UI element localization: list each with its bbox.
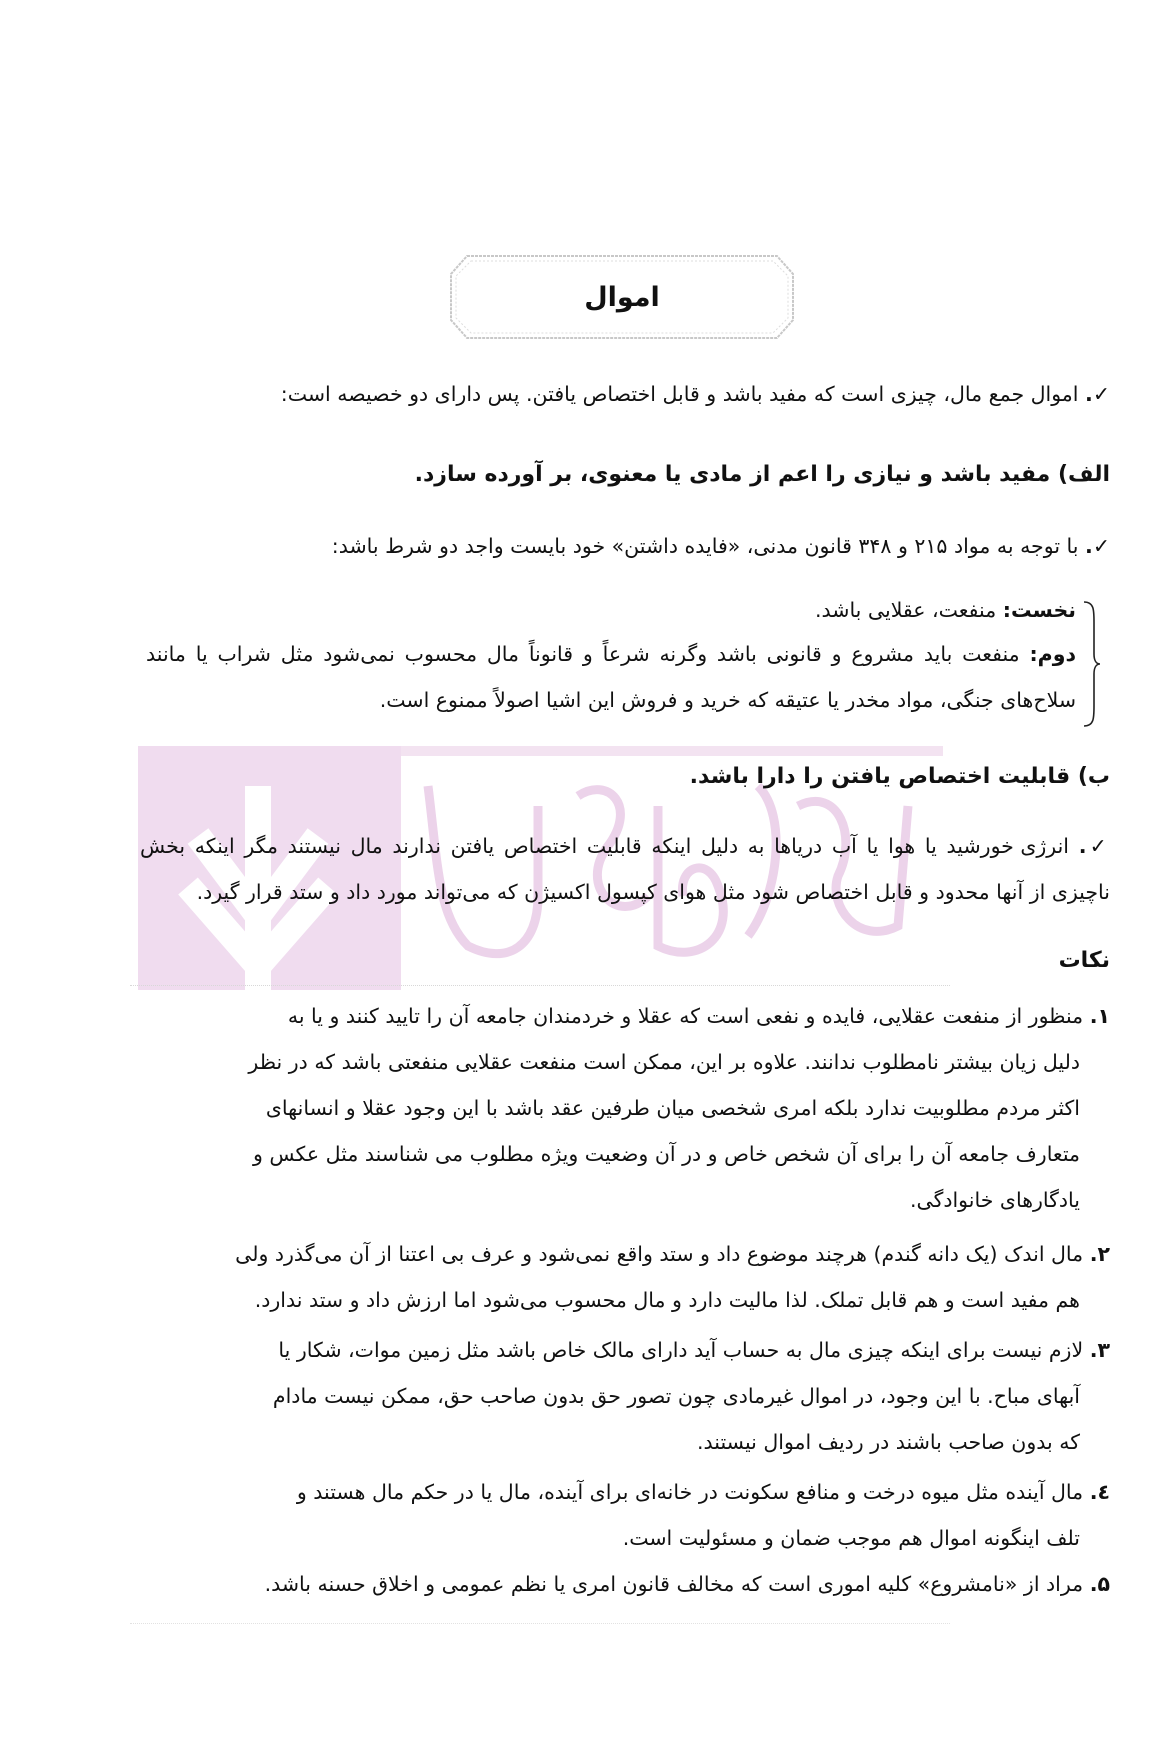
notes-heading: نکات (1058, 948, 1110, 973)
note-number: ٤. (1089, 1480, 1110, 1504)
divider (130, 1623, 950, 1624)
section-b-line-2: ناچیزی از آنها محدود و قابل اختصاص شود مثل هوای کپسول اکسیژن که می‌تواند مورد داد و ستد قرار گیرد. (196, 880, 1110, 904)
section-b-heading: ب) قابلیت اختصاص یافتن را دارا باشد. (689, 764, 1110, 789)
brace-icon (1080, 600, 1102, 728)
condition-first-label: نخست: (1002, 598, 1076, 622)
section-a-intro: با توجه به مواد ۲۱۵ و ۳۴۸ قانون مدنی، «فایده داشتن» خود بایست واجد دو شرط باشد: (331, 534, 1079, 558)
note-line: اکثر مردم مطلوبیت ندارد بلکه امری شخصی میان طرفین عقد باشد با این وجود عقلا و انسانهای (265, 1096, 1080, 1120)
condition-first (815, 600, 1076, 621)
title-box (447, 252, 797, 342)
section-a-heading: الف) مفید باشد و نیازی را اعم از مادی یا معنوی، بر آورده سازد. (414, 462, 1110, 487)
condition-second (146, 644, 1076, 665)
condition-second-continuation: سلاح‌های جنگی، مواد مخدر یا عتیقه که خرید و فروش این اشیا اصولاً ممنوع است. (379, 688, 1076, 712)
note-line: مراد از «نامشروع» کلیه اموری است که مخالف قانون امری یا نظم عمومی و اخلاق حسنه باشد. (264, 1572, 1084, 1596)
checkmark-icon: ✓. (1085, 534, 1110, 558)
note-line: که بدون صاحب باشند در ردیف اموال نیستند. (697, 1430, 1080, 1454)
condition-second-text: منفعت باید مشروع و قانونی باشد وگرنه شرعاً و قانوناً مال محسوب نمی‌شود مثل شراب یا مانند (146, 642, 1020, 666)
note-line: هم مفید است و هم قابل تملک. لذا مالیت دارد و مال محسوب می‌شود اما ارزش داد و ستد ندارد. (254, 1288, 1080, 1312)
section-b-text-1: انرژی خورشید یا هوا یا آب دریاها به دلیل اینکه قابلیت اختصاص یافتن ندارند مال نیستند مگر اینکه بخش (140, 834, 1070, 858)
note-line: منظور از منفعت عقلایی، فایده و نفعی است که عقلا و خردمندان جامعه آن را تایید کنند و یا به (287, 1004, 1084, 1028)
note-1 (288, 1006, 1110, 1027)
checkmark-icon: ✓. (1078, 834, 1110, 858)
definition-text: اموال جمع مال، چیزی است که مفید باشد و قابل اختصاص یافتن. پس دارای دو خصیصه است: (280, 382, 1079, 406)
note-line: آبهای مباح. با این وجود، در اموال غیرمادی چون تصور حق بدون صاحب حق، ممکن نیست مادام (272, 1384, 1080, 1408)
note-number: ۵. (1089, 1572, 1110, 1596)
checkmark-icon: ✓. (1085, 382, 1110, 406)
note-number: ۲. (1089, 1242, 1110, 1266)
note-line: لازم نیست برای اینکه چیزی مال به حساب آید دارای مالک خاص باشد مثل زمین موات، شکار یا (278, 1338, 1084, 1362)
note-line: مال آینده مثل میوه درخت و منافع سکونت در خانه‌ای برای آینده، مال یا در حکم مال هستند و (296, 1480, 1084, 1504)
definition-line (281, 384, 1110, 405)
note-line: یادگارهای خانوادگی. (909, 1188, 1080, 1212)
note-number: ۳. (1089, 1338, 1110, 1362)
note-2 (235, 1244, 1110, 1265)
divider (130, 985, 950, 986)
note-line: تلف اینگونه اموال هم موجب ضمان و مسئولیت است. (622, 1526, 1080, 1550)
section-a-intro-line (332, 536, 1110, 557)
note-line: متعارف جامعه آن را برای آن شخص خاص و در آن وضعیت ویژه مطلوب می شناسند مثل عکس و (252, 1142, 1080, 1166)
note-3 (278, 1340, 1110, 1361)
note-number: ۱. (1089, 1004, 1110, 1028)
condition-first-text: منفعت، عقلایی باشد. (814, 598, 997, 622)
note-line: دلیل زیان بیشتر نامطلوب ندانند. علاوه بر این، ممکن است منفعت عقلایی منفعتی باشد که در نظر (248, 1050, 1080, 1074)
note-4 (297, 1482, 1110, 1503)
condition-second-label: دوم: (1029, 642, 1076, 666)
note-line: مال اندک (یک دانه گندم) هرچند موضوع داد و ستد واقع نمی‌شود و عرف بی اعتنا از آن می‌گذرد ولی (235, 1242, 1084, 1266)
note-5 (265, 1574, 1110, 1595)
section-b-line-1 (140, 836, 1110, 857)
page-title: اموال (584, 281, 660, 313)
